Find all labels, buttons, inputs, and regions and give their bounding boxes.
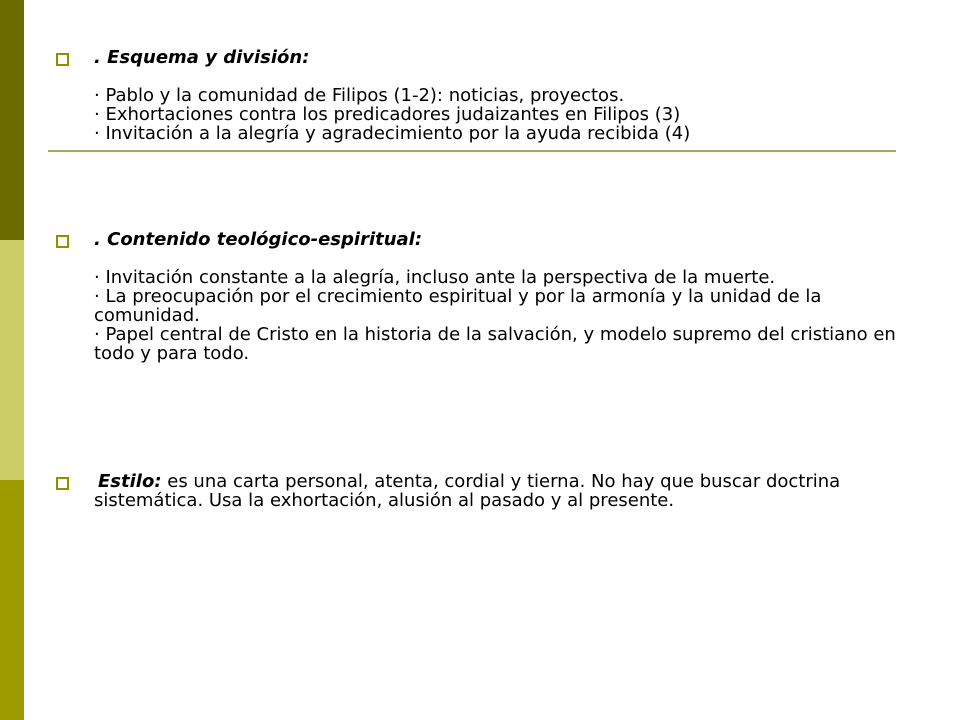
section-lines: [94, 86, 916, 143]
section-heading: Estilo:: [98, 471, 162, 492]
section-content: [94, 230, 916, 363]
line-item: · La preocupación por el crecimiento espiritual y por la armonía y la unidad de la comunidad.: [94, 286, 822, 326]
square-bullet-icon: [56, 53, 69, 66]
line-item: · Invitación a la alegría y agradecimiento por la ayuda recibida (4): [94, 123, 691, 144]
square-bullet-icon: [56, 477, 69, 490]
section-heading: . Esquema y división:: [94, 47, 310, 68]
line-item: · Papel central de Cristo en la historia de la salvación, y modelo supremo del cristiano en todo y para todo.: [94, 324, 896, 364]
line-item: · Pablo y la comunidad de Filipos (1-2): noticias, proyectos.: [94, 85, 625, 106]
side-band-middle: [0, 240, 24, 480]
line-item: · Invitación constante a la alegría, incluso ante la perspectiva de la muerte.: [94, 267, 776, 288]
side-band-bottom: [0, 480, 24, 720]
horizontal-divider: [48, 150, 896, 152]
section-body-text: es una carta personal, atenta, cordial y tierna. No hay que buscar doctrina sistemática. Usa la exhortación, alusión al pasado y al presente.: [94, 471, 841, 511]
section-heading: . Contenido teológico-espiritual:: [94, 229, 423, 250]
section-content: [94, 48, 916, 143]
section-lines: [94, 268, 916, 363]
square-bullet-icon: [56, 235, 69, 248]
section-content: [94, 472, 916, 510]
side-band-top: [0, 0, 24, 240]
line-item: · Exhortaciones contra los predicadores judaizantes en Filipos (3): [94, 104, 681, 125]
